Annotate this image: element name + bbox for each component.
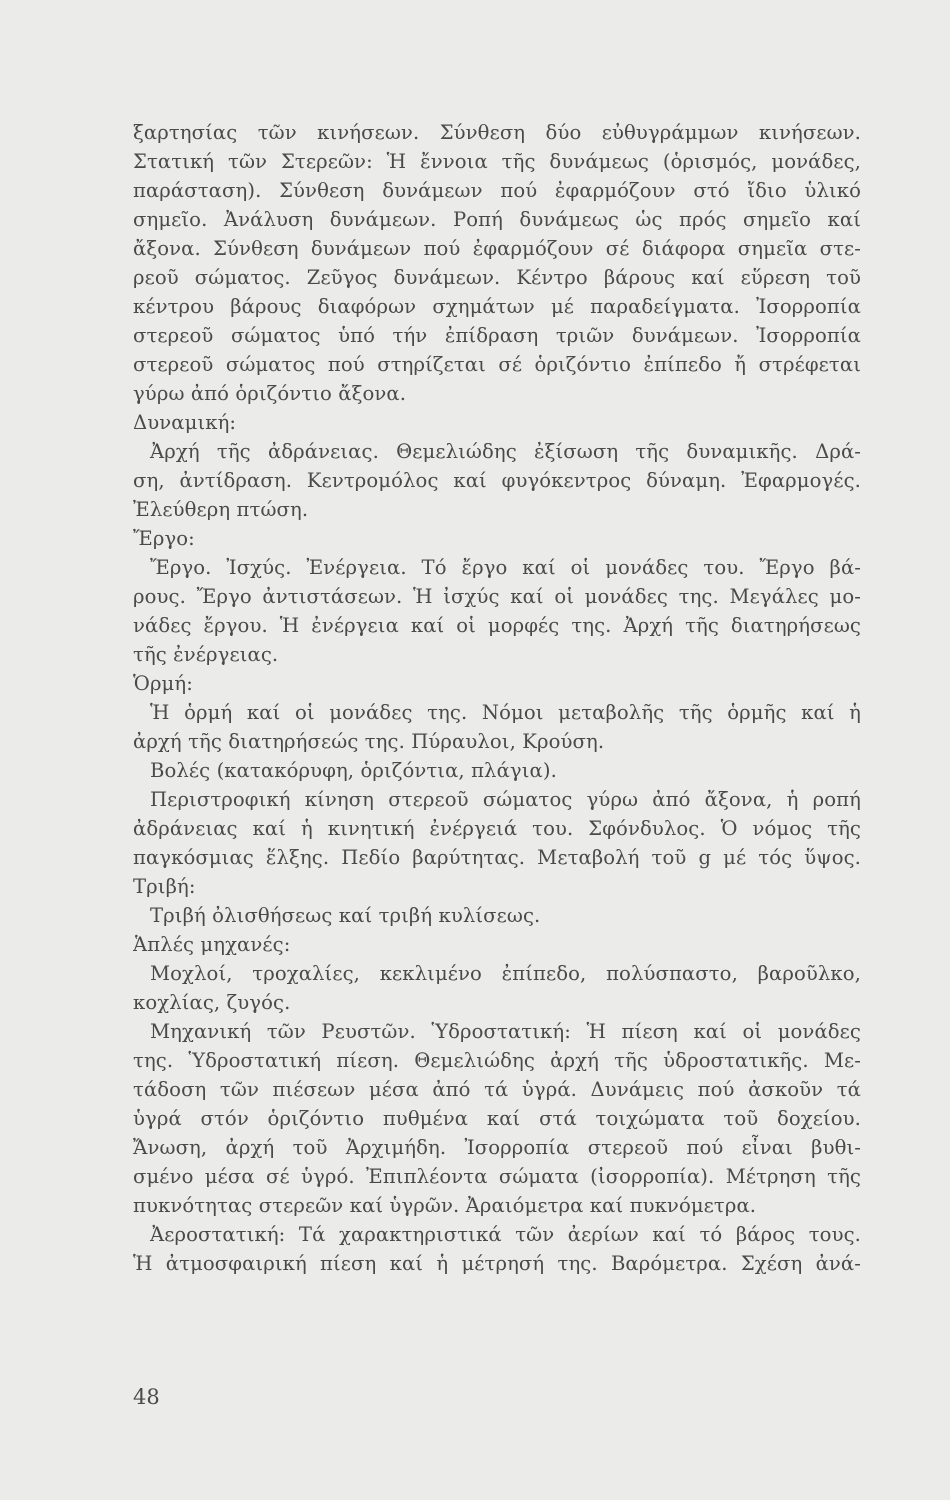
section-heading: Τριβή:	[133, 875, 196, 898]
text-line: ξαρτησίας τῶν κινήσεων. Σύνθεση δύο εὐθυγράμμων κινήσεων.	[133, 121, 861, 144]
text-line: γύρω ἀπό ὁριζόντιο ἄξονα.	[133, 382, 407, 405]
text-line: Βολές (κατακόρυφη, ὁριζόντια, πλάγια).	[150, 759, 557, 782]
text-line: ἀδράνειας καί ἡ κινητική ἐνέργειά του. Σφόνδυλος. Ὁ νόμος τῆς	[133, 817, 861, 840]
text-line: Ἡ ἀτμοσφαιρική πίεση καί ἡ μέτρησή της. Βαρόμετρα. Σχέση ἀνά-	[133, 1252, 861, 1275]
text-line: Στατική τῶν Στερεῶν: Ἡ ἔννοια τῆς δυνάμεως (ὁρισμός, μονάδες,	[133, 150, 861, 173]
page-number: 48	[133, 1385, 160, 1409]
text-line: νάδες ἔργου. Ἡ ἐνέργεια καί οἱ μορφές της. Ἀρχή τῆς διατηρήσεως	[133, 614, 861, 637]
text-line: σημεῖο. Ἀνάλυση δυνάμεων. Ροπή δυνάμεως ὡς πρός σημεῖο καί	[133, 208, 861, 231]
text-line: Τριβή ὀλισθήσεως καί τριβή κυλίσεως.	[150, 904, 541, 927]
text-line: τάδοση τῶν πιέσεων μέσα ἀπό τά ὑγρά. Δυνάμεις πού ἀσκοῦν τά	[133, 1078, 861, 1101]
section-heading: Ἁπλές μηχανές:	[133, 933, 291, 956]
text-line: Μηχανική τῶν Ρευστῶν. Ὑδροστατική: Ἡ πίεση καί οἱ μονάδες	[150, 1020, 861, 1043]
text-line: της. Ὑδροστατική πίεση. Θεμελιώδης ἀρχή τῆς ὑδροστατικῆς. Με-	[133, 1049, 861, 1072]
section-heading: Ἔργο:	[133, 527, 195, 550]
text-line: ὑγρά στόν ὁριζόντιο πυθμένα καί στά τοιχώματα τοῦ δοχείου.	[133, 1107, 861, 1130]
text-line: Περιστροφική κίνηση στερεοῦ σώματος γύρω ἀπό ἄξονα, ἡ ροπή	[150, 788, 861, 811]
text-line: τῆς ἐνέργειας.	[133, 643, 279, 666]
text-line: Ἔργο. Ἰσχύς. Ἐνέργεια. Τό ἔργο καί οἱ μονάδες του. Ἔργο βά-	[150, 556, 861, 579]
text-line: ρεοῦ σώματος. Ζεῦγος δυνάμεων. Κέντρο βάρους καί εὕρεση τοῦ	[133, 266, 861, 289]
body-text	[133, 118, 861, 1278]
text-line: Ἡ ὁρμή καί οἱ μονάδες της. Νόμοι μεταβολῆς τῆς ὁρμῆς καί ἡ	[150, 701, 861, 724]
text-line: κέντρου βάρους διαφόρων σχημάτων μέ παραδείγματα. Ἰσορροπία	[133, 295, 861, 318]
text-line: παγκόσμιας ἕλξης. Πεδίο βαρύτητας. Μεταβολή τοῦ g μέ τός ὕψος.	[133, 846, 861, 869]
text-line: ἀρχή τῆς διατηρήσεώς της. Πύραυλοι, Κρούση.	[133, 730, 605, 753]
text-line: Ἐλεύθερη πτώση.	[133, 498, 309, 521]
text-line: Ἀεροστατική: Τά χαρακτηριστικά τῶν ἀερίων καί τό βάρος τους.	[150, 1223, 861, 1246]
text-line: ἄξονα. Σύνθεση δυνάμεων πού ἐφαρμόζουν σέ διάφορα σημεῖα στε-	[133, 237, 861, 260]
text-line: σμένο μέσα σέ ὑγρό. Ἐπιπλέοντα σώματα (ἰσορροπία). Μέτρηση τῆς	[133, 1165, 861, 1188]
text-line: στερεοῦ σώματος πού στηρίζεται σέ ὁριζόντιο ἐπίπεδο ἤ στρέφεται	[133, 353, 861, 376]
text-line: παράσταση). Σύνθεση δυνάμεων πού ἐφαρμόζουν στό ἴδιο ὑλικό	[133, 179, 861, 202]
text-line: Ἄνωση, ἀρχή τοῦ Ἀρχιμήδη. Ἰσορροπία στερεοῦ πού εἶναι βυθι-	[133, 1136, 861, 1159]
text-line: Μοχλοί, τροχαλίες, κεκλιμένο ἐπίπεδο, πολύσπαστο, βαροῦλκο,	[150, 962, 861, 985]
section-heading: Δυναμική:	[133, 411, 237, 434]
text-line: στερεοῦ σώματος ὑπό τήν ἐπίδραση τριῶν δυνάμεων. Ἰσορροπία	[133, 324, 861, 347]
text-line: πυκνότητας στερεῶν καί ὑγρῶν. Ἀραιόμετρα καί πυκνόμετρα.	[133, 1194, 757, 1217]
text-line: Ἀρχή τῆς ἀδράνειας. Θεμελιώδης ἐξίσωση τῆς δυναμικῆς. Δρά-	[150, 440, 861, 463]
text-line: ρους. Ἔργο ἀντιστάσεων. Ἡ ἰσχύς καί οἱ μονάδες της. Μεγάλες μο-	[133, 585, 861, 608]
text-line: κοχλίας, ζυγός.	[133, 991, 291, 1014]
section-heading: Ὁρμή:	[133, 672, 193, 695]
text-line: ση, ἀντίδραση. Κεντρομόλος καί φυγόκεντρος δύναμη. Ἐφαρμογές.	[133, 469, 861, 492]
